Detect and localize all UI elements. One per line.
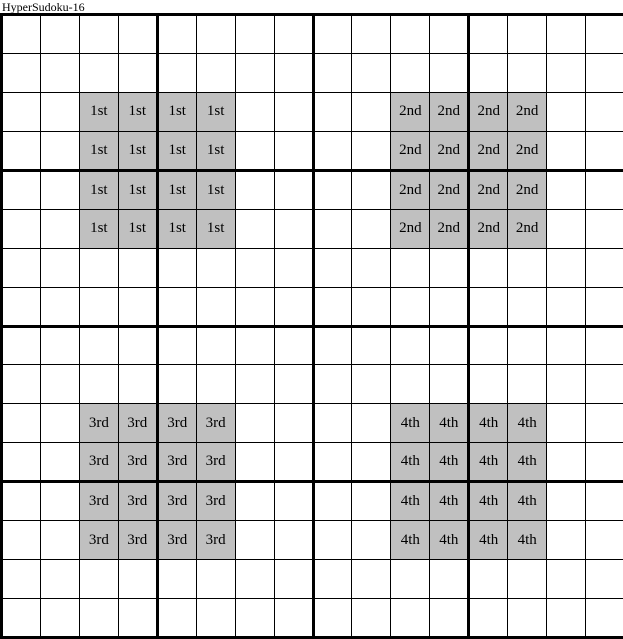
sudoku-cell[interactable]: 1st	[196, 209, 235, 248]
sudoku-cell[interactable]: 2nd	[508, 170, 547, 209]
sudoku-cell[interactable]	[274, 287, 313, 326]
sudoku-cell[interactable]: 1st	[118, 92, 157, 131]
sudoku-cell[interactable]	[40, 287, 79, 326]
sudoku-cell[interactable]	[235, 248, 274, 287]
sudoku-row	[2, 170, 623, 209]
sudoku-cell[interactable]: 2nd	[469, 131, 508, 170]
sudoku-cell[interactable]	[430, 53, 469, 92]
sudoku-row	[2, 209, 623, 248]
sudoku-cell[interactable]	[586, 326, 623, 365]
sudoku-cell[interactable]: 3rd	[79, 404, 118, 443]
sudoku-cell[interactable]	[547, 404, 586, 443]
sudoku-cell[interactable]	[547, 15, 586, 54]
sudoku-cell[interactable]: 1st	[196, 131, 235, 170]
sudoku-cell[interactable]: 2nd	[391, 131, 430, 170]
sudoku-cell[interactable]: 4th	[430, 482, 469, 521]
sudoku-cell[interactable]	[586, 404, 623, 443]
sudoku-cell[interactable]: 3rd	[157, 482, 196, 521]
sudoku-cell[interactable]	[118, 560, 157, 599]
sudoku-cell[interactable]	[586, 560, 623, 599]
sudoku-cell[interactable]: 3rd	[196, 404, 235, 443]
sudoku-row	[2, 287, 623, 326]
sudoku-cell[interactable]: 3rd	[157, 443, 196, 482]
sudoku-cell[interactable]	[274, 482, 313, 521]
sudoku-cell[interactable]	[79, 326, 118, 365]
sudoku-cell[interactable]	[2, 482, 41, 521]
sudoku-cell[interactable]: 1st	[79, 92, 118, 131]
sudoku-cell[interactable]	[274, 131, 313, 170]
sudoku-row	[2, 326, 623, 365]
sudoku-cell[interactable]	[586, 599, 623, 638]
sudoku-cell[interactable]	[40, 482, 79, 521]
sudoku-cell[interactable]	[157, 248, 196, 287]
sudoku-cell[interactable]: 4th	[508, 521, 547, 560]
sudoku-cell[interactable]	[79, 248, 118, 287]
sudoku-cell[interactable]	[547, 92, 586, 131]
sudoku-cell[interactable]: 4th	[391, 482, 430, 521]
sudoku-row	[2, 15, 623, 54]
sudoku-cell[interactable]	[274, 521, 313, 560]
sudoku-cell[interactable]	[313, 560, 352, 599]
sudoku-cell[interactable]: 4th	[508, 443, 547, 482]
sudoku-cell[interactable]	[313, 365, 352, 404]
sudoku-cell[interactable]: 4th	[391, 404, 430, 443]
sudoku-cell[interactable]	[2, 521, 41, 560]
sudoku-cell[interactable]	[352, 326, 391, 365]
sudoku-cell[interactable]: 3rd	[118, 482, 157, 521]
sudoku-cell[interactable]	[313, 170, 352, 209]
sudoku-cell[interactable]	[508, 53, 547, 92]
sudoku-cell[interactable]	[391, 326, 430, 365]
sudoku-cell[interactable]	[2, 599, 41, 638]
sudoku-cell[interactable]	[79, 15, 118, 54]
sudoku-cell[interactable]	[352, 209, 391, 248]
sudoku-cell[interactable]	[586, 170, 623, 209]
sudoku-cell[interactable]	[430, 248, 469, 287]
sudoku-cell[interactable]: 2nd	[430, 92, 469, 131]
sudoku-cell[interactable]: 4th	[508, 404, 547, 443]
sudoku-cell[interactable]: 1st	[196, 170, 235, 209]
sudoku-cell[interactable]	[586, 482, 623, 521]
sudoku-cell[interactable]	[313, 287, 352, 326]
sudoku-cell[interactable]	[79, 599, 118, 638]
sudoku-row	[2, 53, 623, 92]
sudoku-cell[interactable]	[157, 53, 196, 92]
sudoku-cell[interactable]: 1st	[79, 131, 118, 170]
sudoku-cell[interactable]	[313, 248, 352, 287]
sudoku-cell[interactable]	[547, 209, 586, 248]
sudoku-cell[interactable]	[391, 599, 430, 638]
sudoku-cell[interactable]	[430, 560, 469, 599]
sudoku-cell[interactable]	[274, 248, 313, 287]
sudoku-cell[interactable]	[508, 287, 547, 326]
sudoku-cell[interactable]	[547, 287, 586, 326]
sudoku-cell[interactable]: 1st	[118, 131, 157, 170]
sudoku-cell[interactable]	[235, 209, 274, 248]
sudoku-cell[interactable]	[40, 209, 79, 248]
sudoku-cell[interactable]	[352, 365, 391, 404]
sudoku-cell[interactable]	[547, 521, 586, 560]
sudoku-cell[interactable]	[40, 521, 79, 560]
sudoku-cell[interactable]: 1st	[118, 209, 157, 248]
sudoku-cell[interactable]	[586, 15, 623, 54]
sudoku-cell[interactable]	[235, 560, 274, 599]
sudoku-cell[interactable]	[313, 92, 352, 131]
sudoku-cell[interactable]	[235, 287, 274, 326]
sudoku-cell[interactable]	[40, 599, 79, 638]
sudoku-cell[interactable]	[313, 521, 352, 560]
sudoku-cell[interactable]: 3rd	[118, 443, 157, 482]
sudoku-cell[interactable]	[2, 560, 41, 599]
sudoku-cell[interactable]	[2, 404, 41, 443]
sudoku-cell[interactable]	[391, 53, 430, 92]
sudoku-cell[interactable]: 2nd	[430, 209, 469, 248]
sudoku-cell[interactable]	[391, 365, 430, 404]
sudoku-cell[interactable]	[118, 287, 157, 326]
sudoku-cell[interactable]	[547, 170, 586, 209]
sudoku-cell[interactable]	[2, 365, 41, 404]
sudoku-cell[interactable]	[157, 326, 196, 365]
sudoku-cell[interactable]	[352, 560, 391, 599]
sudoku-cell[interactable]: 3rd	[196, 443, 235, 482]
sudoku-cell[interactable]	[196, 287, 235, 326]
sudoku-cell[interactable]: 1st	[157, 131, 196, 170]
sudoku-cell[interactable]	[196, 15, 235, 54]
sudoku-cell[interactable]	[196, 365, 235, 404]
sudoku-cell[interactable]	[469, 365, 508, 404]
sudoku-cell[interactable]	[352, 170, 391, 209]
sudoku-cell[interactable]: 3rd	[79, 443, 118, 482]
sudoku-cell[interactable]: 4th	[469, 521, 508, 560]
sudoku-cell[interactable]	[469, 53, 508, 92]
sudoku-cell[interactable]	[586, 365, 623, 404]
sudoku-cell[interactable]	[352, 599, 391, 638]
sudoku-cell[interactable]	[352, 248, 391, 287]
sudoku-row	[2, 482, 623, 521]
sudoku-cell[interactable]	[40, 53, 79, 92]
sudoku-cell[interactable]: 3rd	[157, 404, 196, 443]
sudoku-cell[interactable]	[352, 287, 391, 326]
sudoku-cell[interactable]	[2, 248, 41, 287]
sudoku-cell[interactable]	[157, 287, 196, 326]
sudoku-cell[interactable]	[391, 15, 430, 54]
sudoku-cell[interactable]	[118, 15, 157, 54]
sudoku-cell[interactable]	[547, 248, 586, 287]
sudoku-cell[interactable]	[235, 365, 274, 404]
sudoku-cell[interactable]: 4th	[391, 521, 430, 560]
sudoku-cell[interactable]: 3rd	[196, 521, 235, 560]
sudoku-cell[interactable]	[157, 599, 196, 638]
sudoku-cell[interactable]	[79, 287, 118, 326]
sudoku-cell[interactable]	[547, 482, 586, 521]
sudoku-cell[interactable]	[40, 443, 79, 482]
sudoku-cell[interactable]: 2nd	[508, 131, 547, 170]
sudoku-row	[2, 131, 623, 170]
sudoku-cell[interactable]	[274, 53, 313, 92]
sudoku-cell[interactable]	[586, 53, 623, 92]
sudoku-row	[2, 560, 623, 599]
sudoku-cell[interactable]	[469, 560, 508, 599]
sudoku-cell[interactable]	[352, 92, 391, 131]
sudoku-cell[interactable]	[469, 287, 508, 326]
sudoku-cell[interactable]	[430, 599, 469, 638]
sudoku-cell[interactable]	[274, 560, 313, 599]
sudoku-cell[interactable]	[235, 53, 274, 92]
sudoku-cell[interactable]	[157, 15, 196, 54]
sudoku-cell[interactable]	[274, 209, 313, 248]
sudoku-cell[interactable]	[547, 326, 586, 365]
sudoku-cell[interactable]: 2nd	[391, 170, 430, 209]
sudoku-cell[interactable]: 1st	[196, 92, 235, 131]
sudoku-cell[interactable]	[391, 248, 430, 287]
sudoku-cell[interactable]	[235, 521, 274, 560]
sudoku-cell[interactable]	[430, 326, 469, 365]
sudoku-cell[interactable]	[40, 326, 79, 365]
sudoku-cell[interactable]: 1st	[157, 209, 196, 248]
sudoku-cell[interactable]: 3rd	[157, 521, 196, 560]
sudoku-cell[interactable]	[313, 599, 352, 638]
sudoku-cell[interactable]	[79, 560, 118, 599]
sudoku-cell[interactable]	[118, 365, 157, 404]
sudoku-cell[interactable]	[469, 599, 508, 638]
sudoku-cell[interactable]	[274, 326, 313, 365]
sudoku-cell[interactable]	[235, 404, 274, 443]
sudoku-cell[interactable]	[352, 482, 391, 521]
sudoku-cell[interactable]	[157, 365, 196, 404]
sudoku-cell[interactable]	[274, 92, 313, 131]
sudoku-cell[interactable]	[469, 248, 508, 287]
sudoku-cell[interactable]	[430, 287, 469, 326]
sudoku-cell[interactable]	[469, 326, 508, 365]
sudoku-cell[interactable]	[274, 599, 313, 638]
sudoku-cell[interactable]	[313, 482, 352, 521]
sudoku-cell[interactable]	[547, 131, 586, 170]
sudoku-cell[interactable]	[586, 248, 623, 287]
sudoku-cell[interactable]	[313, 443, 352, 482]
sudoku-cell[interactable]	[2, 131, 41, 170]
sudoku-cell[interactable]: 3rd	[118, 521, 157, 560]
sudoku-cell[interactable]	[2, 443, 41, 482]
sudoku-cell[interactable]	[235, 599, 274, 638]
sudoku-cell[interactable]	[2, 15, 41, 54]
sudoku-cell[interactable]	[196, 599, 235, 638]
sudoku-cell[interactable]	[352, 15, 391, 54]
sudoku-cell[interactable]: 3rd	[196, 482, 235, 521]
sudoku-cell[interactable]	[118, 248, 157, 287]
sudoku-cell[interactable]	[235, 131, 274, 170]
sudoku-cell[interactable]	[313, 326, 352, 365]
sudoku-cell[interactable]	[508, 365, 547, 404]
sudoku-cell[interactable]	[313, 404, 352, 443]
sudoku-cell[interactable]: 2nd	[430, 131, 469, 170]
sudoku-cell[interactable]: 2nd	[430, 170, 469, 209]
sudoku-cell[interactable]	[2, 170, 41, 209]
sudoku-cell[interactable]	[274, 365, 313, 404]
sudoku-cell[interactable]: 4th	[469, 482, 508, 521]
sudoku-cell[interactable]: 1st	[157, 92, 196, 131]
sudoku-cell[interactable]	[547, 53, 586, 92]
sudoku-row	[2, 365, 623, 404]
sudoku-cell[interactable]: 4th	[391, 443, 430, 482]
sudoku-cell[interactable]	[352, 53, 391, 92]
sudoku-cell[interactable]	[235, 443, 274, 482]
sudoku-cell[interactable]	[196, 248, 235, 287]
sudoku-cell[interactable]	[586, 131, 623, 170]
sudoku-cell[interactable]	[313, 209, 352, 248]
sudoku-cell[interactable]	[586, 209, 623, 248]
sudoku-cell[interactable]	[235, 170, 274, 209]
sudoku-cell[interactable]: 1st	[118, 170, 157, 209]
sudoku-cell[interactable]	[586, 287, 623, 326]
sudoku-cell[interactable]	[2, 92, 41, 131]
sudoku-cell[interactable]	[547, 365, 586, 404]
sudoku-cell[interactable]: 2nd	[391, 209, 430, 248]
sudoku-cell[interactable]: 4th	[430, 443, 469, 482]
sudoku-cell[interactable]: 4th	[430, 521, 469, 560]
sudoku-cell[interactable]	[40, 170, 79, 209]
sudoku-cell[interactable]	[235, 92, 274, 131]
sudoku-cell[interactable]: 3rd	[79, 521, 118, 560]
sudoku-cell[interactable]	[313, 131, 352, 170]
sudoku-grid	[0, 13, 623, 639]
sudoku-cell[interactable]	[313, 15, 352, 54]
sudoku-cell[interactable]	[118, 326, 157, 365]
sudoku-cell[interactable]: 2nd	[469, 209, 508, 248]
sudoku-cell[interactable]	[352, 131, 391, 170]
sudoku-cell[interactable]	[2, 209, 41, 248]
sudoku-cell[interactable]	[352, 521, 391, 560]
sudoku-cell[interactable]	[118, 53, 157, 92]
sudoku-cell[interactable]	[196, 326, 235, 365]
sudoku-cell[interactable]	[40, 248, 79, 287]
sudoku-cell[interactable]	[40, 404, 79, 443]
sudoku-row	[2, 521, 623, 560]
sudoku-cell[interactable]: 4th	[430, 404, 469, 443]
sudoku-cell[interactable]	[547, 599, 586, 638]
sudoku-cell[interactable]: 4th	[508, 482, 547, 521]
sudoku-cell[interactable]	[508, 15, 547, 54]
sudoku-cell[interactable]: 2nd	[469, 92, 508, 131]
sudoku-cell[interactable]	[2, 53, 41, 92]
sudoku-cell[interactable]	[118, 599, 157, 638]
sudoku-cell[interactable]: 4th	[469, 404, 508, 443]
sudoku-cell[interactable]	[274, 15, 313, 54]
sudoku-cell[interactable]: 2nd	[469, 170, 508, 209]
sudoku-cell[interactable]	[547, 443, 586, 482]
sudoku-cell[interactable]	[235, 482, 274, 521]
sudoku-cell[interactable]	[508, 560, 547, 599]
sudoku-cell[interactable]	[196, 53, 235, 92]
sudoku-cell[interactable]	[40, 92, 79, 131]
sudoku-cell[interactable]: 4th	[469, 443, 508, 482]
sudoku-grid-body	[2, 15, 623, 638]
sudoku-cell[interactable]	[40, 15, 79, 54]
sudoku-cell[interactable]	[430, 15, 469, 54]
sudoku-row	[2, 248, 623, 287]
sudoku-row	[2, 92, 623, 131]
sudoku-cell[interactable]	[79, 365, 118, 404]
sudoku-cell[interactable]	[40, 365, 79, 404]
sudoku-cell[interactable]: 1st	[79, 209, 118, 248]
sudoku-cell[interactable]	[313, 53, 352, 92]
sudoku-cell[interactable]	[586, 443, 623, 482]
sudoku-cell[interactable]	[391, 287, 430, 326]
sudoku-cell[interactable]	[157, 560, 196, 599]
sudoku-row	[2, 599, 623, 638]
sudoku-cell[interactable]	[352, 443, 391, 482]
sudoku-cell[interactable]	[586, 92, 623, 131]
sudoku-cell[interactable]	[547, 560, 586, 599]
sudoku-cell[interactable]: 3rd	[118, 404, 157, 443]
sudoku-cell[interactable]: 2nd	[508, 209, 547, 248]
sudoku-cell[interactable]: 1st	[79, 170, 118, 209]
sudoku-cell[interactable]	[40, 560, 79, 599]
page-title: HyperSudoku-16	[0, 0, 623, 13]
sudoku-cell[interactable]	[469, 15, 508, 54]
sudoku-row	[2, 404, 623, 443]
sudoku-cell[interactable]	[274, 170, 313, 209]
sudoku-cell[interactable]	[586, 521, 623, 560]
sudoku-cell[interactable]	[352, 404, 391, 443]
sudoku-cell[interactable]	[508, 248, 547, 287]
sudoku-cell[interactable]: 2nd	[508, 92, 547, 131]
sudoku-cell[interactable]	[391, 560, 430, 599]
sudoku-cell[interactable]	[2, 287, 41, 326]
sudoku-cell[interactable]	[79, 53, 118, 92]
sudoku-cell[interactable]	[274, 404, 313, 443]
sudoku-cell[interactable]	[274, 443, 313, 482]
sudoku-row	[2, 443, 623, 482]
sudoku-cell[interactable]	[430, 365, 469, 404]
sudoku-cell[interactable]	[508, 326, 547, 365]
sudoku-cell[interactable]: 3rd	[79, 482, 118, 521]
sudoku-cell[interactable]: 1st	[157, 170, 196, 209]
sudoku-board	[0, 13, 623, 636]
sudoku-cell[interactable]	[2, 326, 41, 365]
sudoku-cell[interactable]	[235, 326, 274, 365]
sudoku-cell[interactable]	[196, 560, 235, 599]
sudoku-cell[interactable]	[40, 131, 79, 170]
sudoku-cell[interactable]	[508, 599, 547, 638]
sudoku-cell[interactable]	[235, 15, 274, 54]
sudoku-cell[interactable]: 2nd	[391, 92, 430, 131]
